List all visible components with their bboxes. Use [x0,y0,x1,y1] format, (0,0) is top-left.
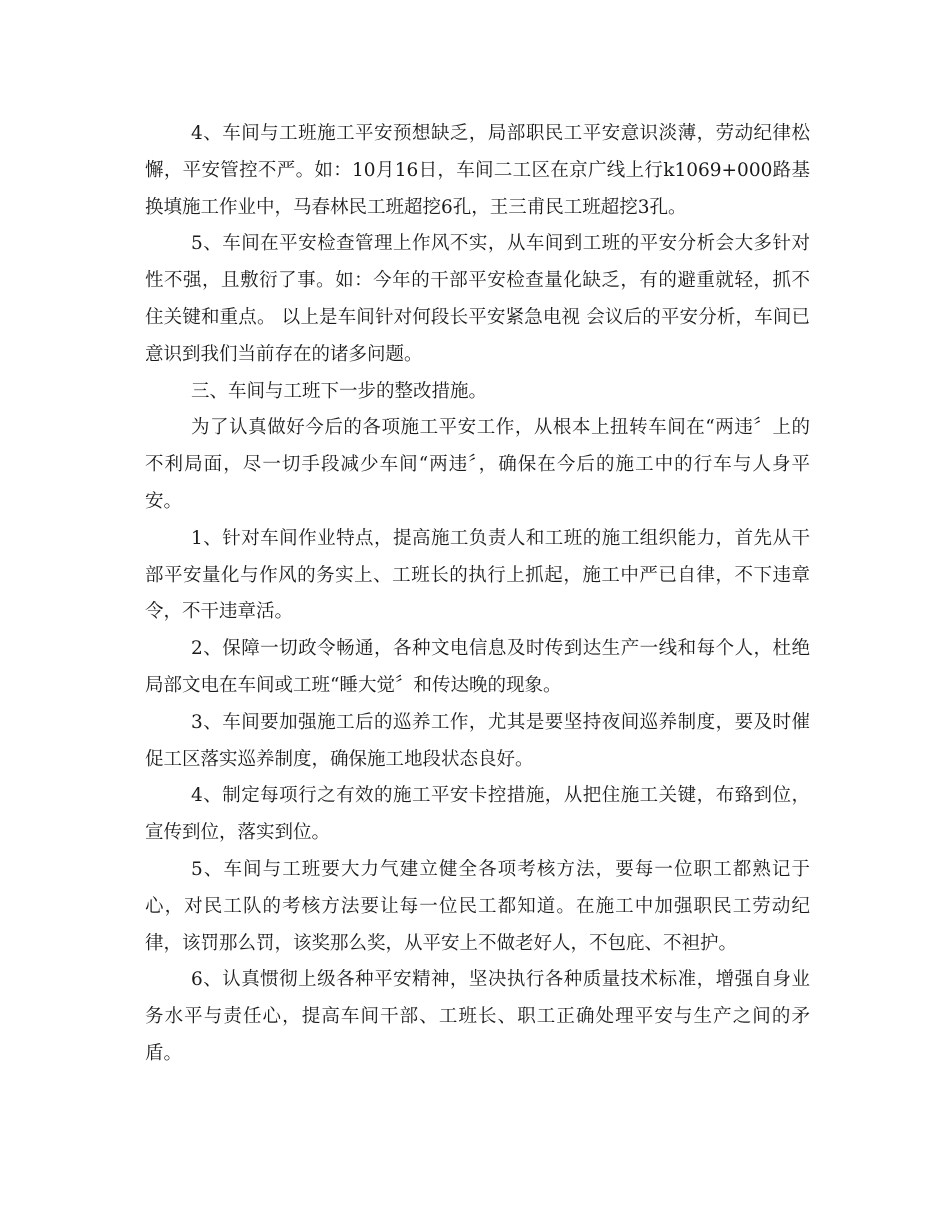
measure-item-2: 2、保障一切政令畅通，各种文电信息及时传到达生产一线和每个人，杜绝局部文电在车间或工班“睡大觉〞和传达晚的现象。 [145,638,810,696]
paragraph-intro-rectification: 为了认真做好今后的各项施工平安工作，从根本上扭转车间在“两违〞上的不利局面，尽一切手段减少车间“两违〞，确保在今后的施工中的行车与人身平安。 [145,417,810,512]
document-body [145,116,810,1073]
measure-item-3: 3、车间要加强施工后的巡养工作，尤其是要坚持夜间巡养制度，要及时催促工区落实巡养制度，确保施工地段状态良好。 [145,711,810,770]
measure-item-5: 5、车间与工班要大力气建立健全各项考核方法，要每一位职工都熟记于心，对民工队的考核方法要让每一位民工都知道。在施工中加强职民工劳动纪律，该罚那么罚，该奖那么奖，从平安上不做老好人，不包庇、不袒护。 [145,858,810,954]
measure-item-6: 6、认真惯彻上级各种平安精神，坚决执行各种质量技术标准，增强自身业务水平与责任心，提高车间干部、工班长、职工正确处理平安与生产之间的矛盾。 [145,969,810,1064]
measure-item-1: 1、针对车间作业特点，提高施工负责人和工班的施工组织能力，首先从干部平安量化与作风的务实上、工班长的执行上抓起，施工中严已自律，不下违章令，不干违章活。 [145,527,810,623]
section-heading-rectification: 三、车间与工班下一步的整改措施。 [191,380,488,402]
paragraph-item-5-inspection-style: 5、车间在平安检查管理上作风不实，从车间到工班的平安分析会大多针对性不强，且敷衍了事。如：今年的干部平安检查量化缺乏，有的避重就轻，抓不住关键和重点。 以上是车间针对何段长平安紧急电视 会议后的平安分析，车间已意识到我们当前存在的诸多问题。 [145,233,810,365]
measure-item-4: 4、制定每项行之有效的施工平安卡控措施，从把住施工关键，布臵到位，宣传到位，落实到位。 [145,785,810,844]
paragraph-item-4-safety-forecast: 4、车间与工班施工平安预想缺乏，局部职民工平安意识淡薄，劳动纪律松懈，平安管控不严。如：10月16日，车间二工区在京广线上行k1069+000路基换填施工作业中，马春林民工班超挖6孔，王三甫民工班超挖3孔。 [145,123,810,218]
